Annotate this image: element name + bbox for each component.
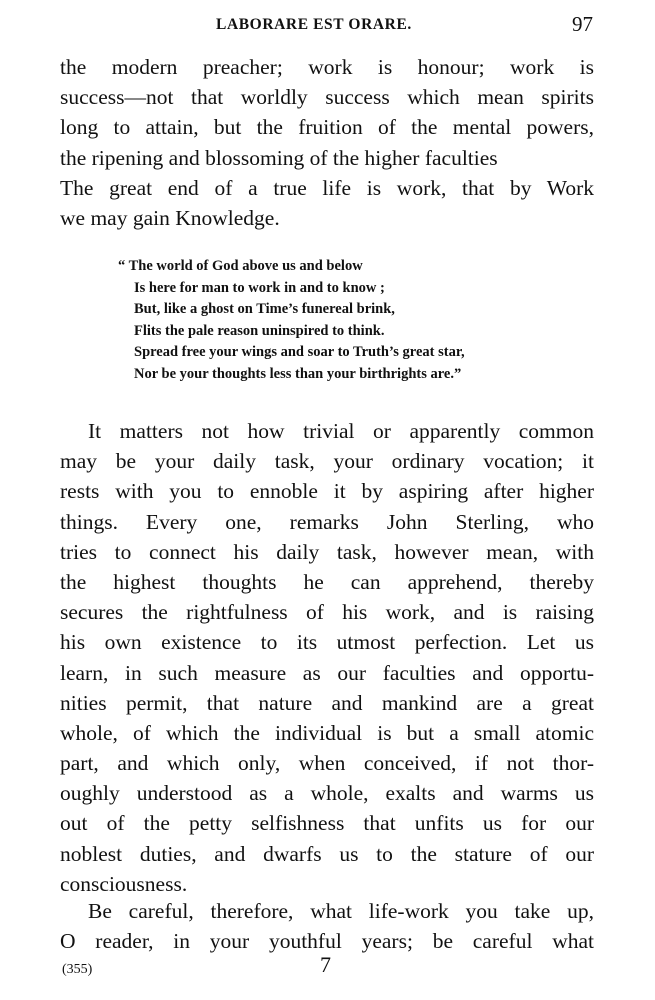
verse-line: Spread free your wings and soar to Truth’s great star, (134, 344, 465, 360)
text-line: the ripening and blossoming of the higher faculties (60, 145, 498, 170)
text-line: Be careful, therefore, what life-work you take up, (88, 899, 594, 923)
text-line: consciousness. (60, 871, 188, 896)
verse-line: Is here for man to work in and to know ; (134, 279, 385, 296)
paragraph-1 (60, 52, 594, 233)
text-line: long to attain, but the fruition of the mental powers, (60, 115, 594, 140)
verse-line: Flits the pale reason uninspired to think. (134, 322, 385, 339)
sheet-number: 7 (320, 952, 331, 977)
text-line: secures the rightfulness of his work, and is raising (60, 600, 594, 625)
text-line: the highest thoughts he can apprehend, thereby (60, 569, 594, 594)
paragraph-2 (60, 416, 594, 899)
page-number: 97 (572, 12, 593, 36)
running-title: LABORARE EST ORARE. (216, 16, 412, 33)
text-line: out of the petty selfishness that unfits us for our (60, 811, 594, 836)
text-line: It matters not how trivial or apparently common (88, 419, 594, 443)
text-line: nities permit, that nature and mankind are a great (60, 690, 594, 715)
text-line: part, and which only, when conceived, if not thor- (60, 751, 594, 776)
verse-line: “ The world of God above us and below (118, 258, 363, 274)
verse-line: Nor be your thoughts less than your birthrights are.” (134, 365, 462, 382)
text-line: things. Every one, remarks John Sterling, who (60, 509, 594, 534)
paragraph-3 (60, 896, 594, 956)
verse-quotation (118, 256, 465, 385)
page-footer (0, 950, 655, 990)
text-line: The great end of a true life is work, that by Work (60, 175, 594, 200)
page-header (0, 12, 655, 40)
text-line: we may gain Knowledge. (60, 205, 280, 230)
text-line: learn, in such measure as our faculties and opportu- (60, 660, 594, 685)
text-line: may be your daily task, your ordinary vocation; it (60, 449, 594, 474)
signature-mark: (355) (62, 962, 93, 977)
text-line: tries to connect his daily task, however mean, with (60, 539, 594, 564)
text-line: success—not that worldly success which mean spirits (60, 85, 594, 110)
text-line: noblest duties, and dwarfs us to the stature of our (60, 841, 594, 866)
text-line: oughly understood as a whole, exalts and warms us (60, 781, 594, 806)
text-line: O reader, in your youthful years; be careful what (60, 929, 594, 954)
text-line: whole, of which the individual is but a small atomic (60, 720, 594, 745)
text-line: rests with you to ennoble it by aspiring after higher (60, 479, 594, 504)
text-line: the modern preacher; work is honour; work is (60, 55, 594, 79)
verse-line: But, like a ghost on Time’s funereal brink, (134, 301, 395, 317)
text-line: his own existence to its utmost perfection. Let us (60, 630, 594, 655)
